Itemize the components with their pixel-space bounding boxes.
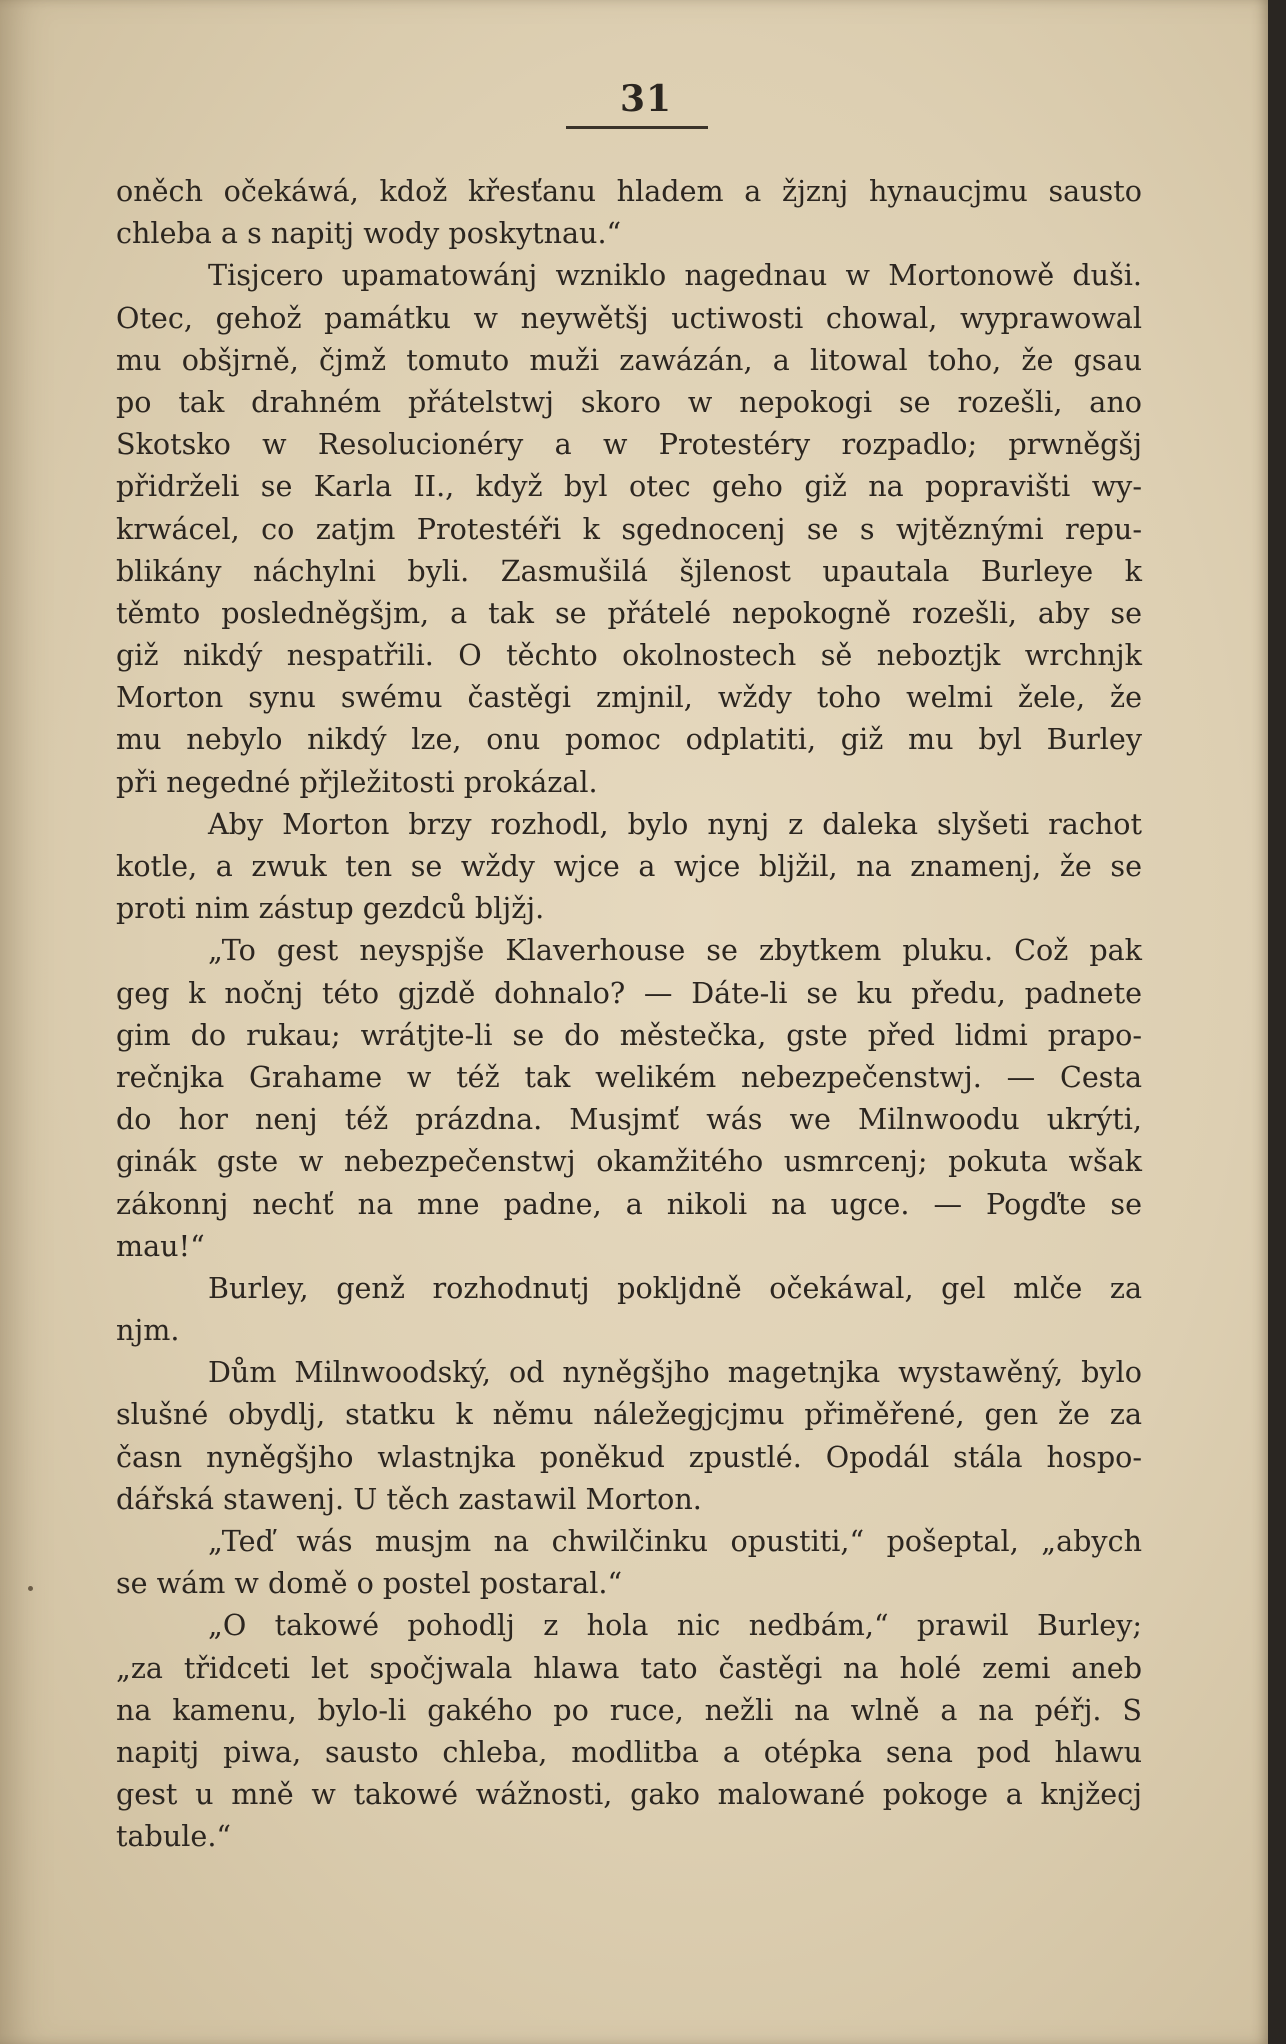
text-line: těmto posledněgšjm, a tak se přátelé nepokogně rozešli, aby se [116,595,1142,630]
header-rule [566,126,708,129]
margin-mark [28,1586,33,1591]
text-line: mu nebylo nikdý lze, onu pomoc odplatiti, giž mu byl Burley [116,722,1142,757]
text-line: napitj piwa, sausto chleba, modlitba a otépka sena pod hlawu [116,1734,1142,1769]
page-number: 31 [620,78,673,120]
text-line: ginák gste w nebezpečenstwj okamžitého usmrcenj; pokuta wšak [116,1144,1142,1179]
text-line: oněch očekáwá, kdož křesťanu hladem a žjznj hynaucjmu sausto [116,174,1142,208]
text-line: chleba a s napitj wody poskytnau.“ [116,216,622,251]
text-line: „za třidceti let spočjwala hlawa tato častěgi na holé zemi aneb [116,1650,1142,1685]
text-line: gim do rukau; wrátjte-li se do městečka, gste před lidmi prapo- [116,1017,1142,1052]
text-line: zákonnj nechť na mne padne, a nikoli na ugce. — Pogďte se [116,1186,1142,1221]
text-line: mau!“ [116,1228,205,1263]
body-text [116,170,1142,1858]
text-line: Burley, genž rozhodnutj pokljdně očekáwal, gel mlče za [208,1270,1142,1305]
text-line: do hor nenj též prázdna. Musjmť wás we Milnwoodu ukrýti, [116,1102,1142,1137]
text-line: po tak drahném přátelstwj skoro w nepokogi se rozešli, ano [116,384,1142,419]
text-line: gest u mně w takowé wážnosti, gako malowané pokoge a knjžecj [116,1777,1142,1812]
text-line: „To gest neyspjše Klaverhouse se zbytkem pluku. Což pak [208,933,1142,968]
text-line: giž nikdý nespatřili. O těchto okolnostech sě neboztjk wrchnjk [116,638,1142,673]
text-line: Skotsko w Resolucionéry a w Protestéry rozpadlo; prwněgšj [116,427,1142,462]
text-line: Otec, gehož památku w neywětšj uctiwosti chowal, wyprawowal [116,300,1142,335]
text-line: proti nim zástup gezdců bljžj. [116,891,545,926]
text-line: slušné obydlj, statku k němu náležegjcjmu přiměřené, gen že za [116,1397,1142,1432]
text-line: kotle, a zwuk ten se wždy wjce a wjce bljžil, na znamenj, že se [116,849,1142,883]
text-line: Aby Morton brzy rozhodl, bylo nynj z daleka slyšeti rachot [208,806,1142,841]
text-line: na kamenu, bylo-li gakého po ruce, nežli na wlně a na péřj. S [116,1692,1142,1727]
text-line: při negedné přjležitosti prokázal. [116,764,598,799]
text-line: časn nyněgšjho wlastnjka poněkud zpustlé. Opodál stála hospo- [116,1439,1142,1474]
text-line: tabule.“ [116,1819,232,1854]
text-line: rečnjka Grahame w též tak welikém nebezpečenstwj. — Cesta [116,1059,1142,1094]
text-line: mu obšjrně, čjmž tomuto muži zawázán, a litowal toho, že gsau [116,342,1142,377]
text-line: blikány náchylni byli. Zasmušilá šjlenost upautala Burleye k [116,553,1142,588]
text-line: geg k nočnj této gjzdě dohnalo? — Dáte-li se ku předu, padnete [116,975,1142,1010]
text-line: krwácel, co zatjm Protestéři k sgednocenj se s wjtěznými repu- [116,511,1142,546]
text-line: njm. [116,1313,180,1348]
text-line: Morton synu swému častěgi zmjnil, wždy toho welmi žele, že [116,680,1142,715]
text-line: přidrželi se Karla II., když byl otec geho giž na popravišti wy- [116,469,1142,504]
text-line: se wám w domě o postel postaral.“ [116,1566,623,1601]
text-line: „Teď wás musjm na chwilčinku opustiti,“ pošeptal, „abych [208,1524,1142,1558]
text-line: Tisjcero upamatowánj wzniklo nagednau w Mortonowě duši. [208,258,1142,293]
text-line: Dům Milnwoodský, od nyněgšjho magetnjka wystawěný, bylo [208,1355,1142,1390]
text-line: „O takowé pohodlj z hola nic nedbám,“ prawil Burley; [208,1608,1142,1643]
text-line: dářská stawenj. U těch zastawil Morton. [116,1481,702,1516]
